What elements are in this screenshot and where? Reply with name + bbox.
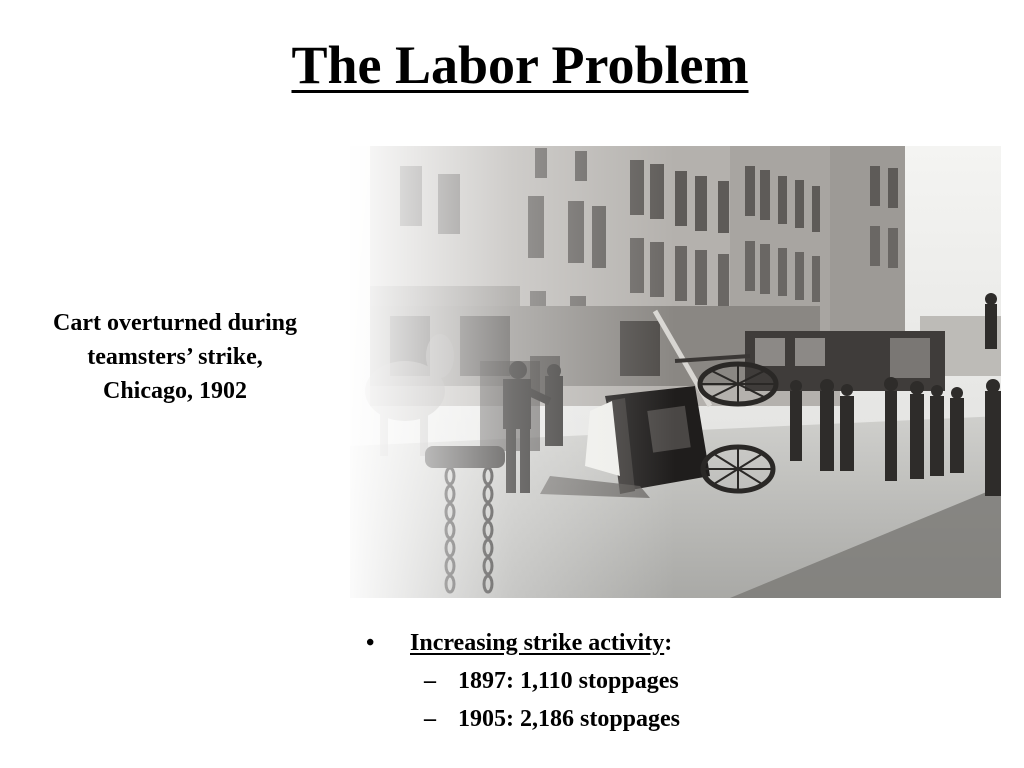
strike-photo	[350, 146, 1001, 598]
caption-line-2: teamsters’ strike,	[87, 344, 263, 370]
slide-title: The Labor Problem	[291, 35, 749, 95]
bullet-dot-icon: •	[366, 630, 375, 656]
dash-icon: –	[424, 668, 436, 694]
bullet-heading-suffix: :	[664, 630, 673, 656]
dash-icon: –	[424, 706, 436, 732]
strike-bullet-list	[364, 624, 784, 738]
bullet-heading: Increasing strike activity	[410, 630, 665, 656]
caption-line-3: Chicago, 1902	[103, 378, 247, 404]
bullet-strike-activity	[364, 624, 784, 662]
sub-bullet-text: 1905: 2,186 stoppages	[458, 706, 681, 732]
caption-line-1: Cart overturned during	[53, 310, 297, 336]
sub-bullet-text: 1897: 1,110 stoppages	[458, 668, 679, 694]
sub-bullet-1905	[364, 700, 784, 738]
strike-photo-illustration	[350, 146, 1001, 598]
photo-caption	[20, 306, 330, 408]
sub-bullet-1897	[364, 662, 784, 700]
